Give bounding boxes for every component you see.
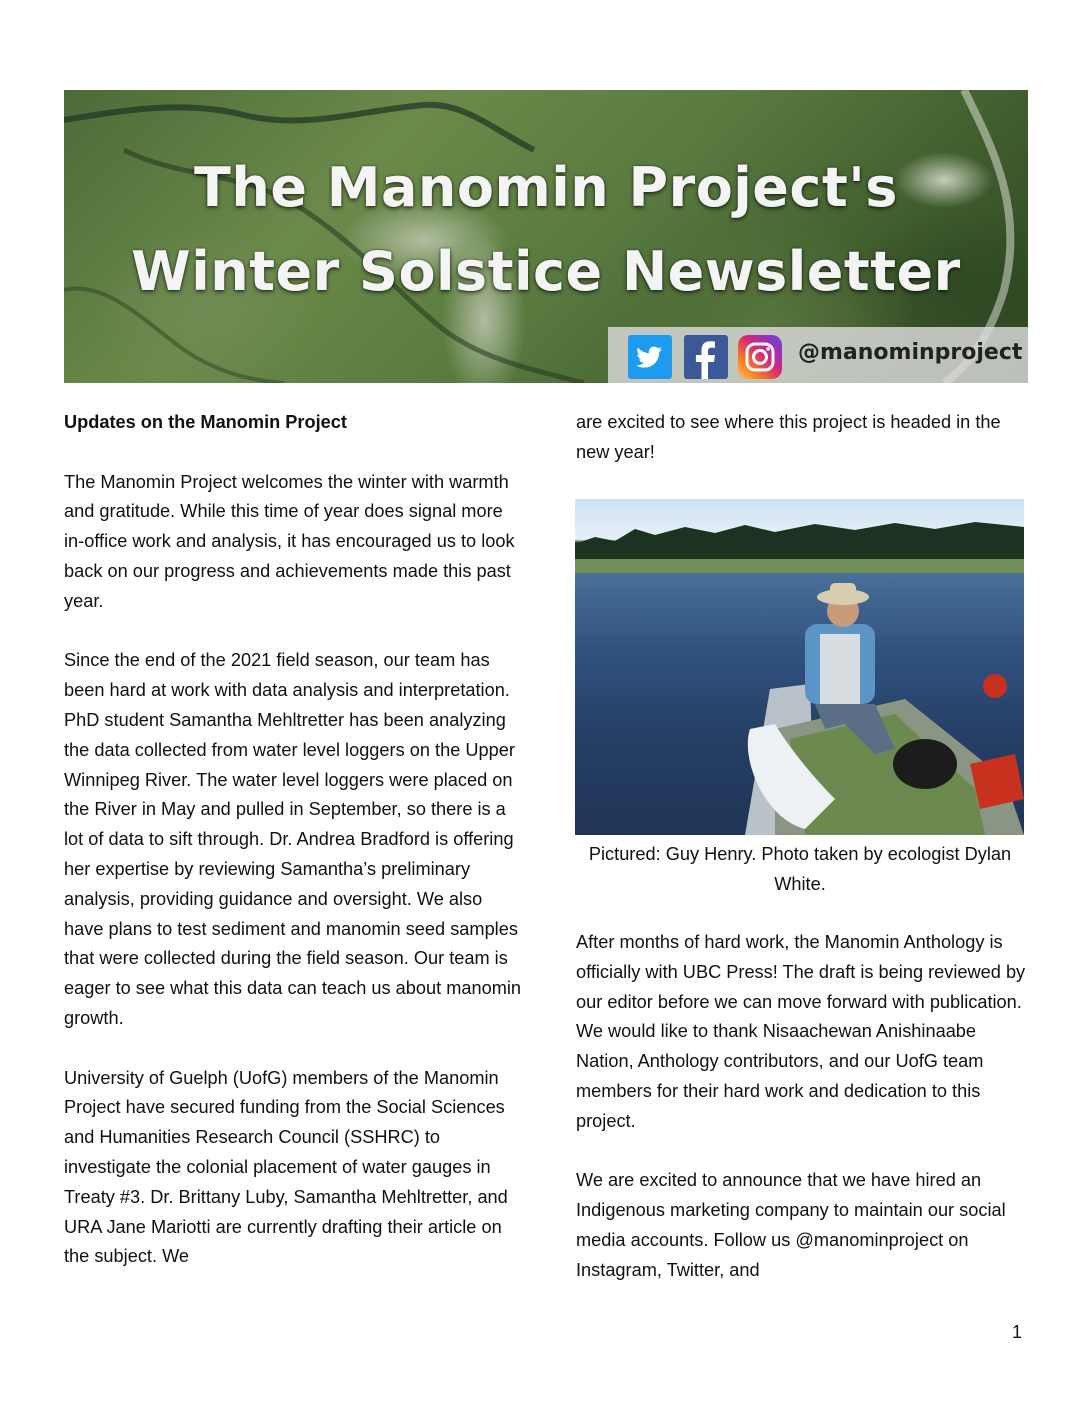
banner-title-line1: The Manomin Project's (194, 156, 898, 219)
page-number: 1 (1012, 1322, 1023, 1342)
newsletter-banner (64, 90, 1028, 383)
photo-caption: Pictured: Guy Henry. Photo taken by ecologist Dylan White. (588, 844, 1012, 894)
facebook-icon[interactable] (684, 335, 728, 379)
banner-title-line2: Winter Solstice Newsletter (131, 240, 961, 303)
right-column-bottom (576, 928, 1032, 1315)
social-bar (608, 327, 1028, 383)
left-column (64, 408, 524, 1302)
instagram-icon[interactable] (738, 335, 782, 379)
section-heading: Updates on the Manomin Project (64, 412, 347, 432)
twitter-icon[interactable] (628, 335, 672, 379)
paragraph-sshrc-funding: University of Guelph (UofG) members of the Manomin Project have secured funding from the Social Sciences and Humanities Research Council (SSHRC) to investigate the colonial placement of water gauges in Treaty #3. Dr. Brittany Luby, Samantha Mehltretter, and URA Jane Mariotti are currently drafting their article on the subject. We (64, 1067, 508, 1267)
right-column-top (576, 408, 1032, 497)
paragraph-continuation: are excited to see where this project is headed in the new year! (576, 412, 1001, 462)
social-handle[interactable]: @manominproject (798, 340, 1023, 365)
paragraph-anthology: After months of hard work, the Manomin Anthology is officially with UBC Press! The draft is being reviewed by our editor before we can move forward with publication. We would like to thank Nisaachewan Anishinaabe Nation, Anthology contributors, and our UofG team members for their hard work and dedication to this project. (576, 932, 1026, 1131)
paragraph-data-analysis: Since the end of the 2021 field season, our team has been hard at work with data analysis and interpretation. PhD student Samantha Mehltretter has been analyzing the data collected from water level loggers on the Upper Winnipeg River. The water level loggers were placed on the River in May and pulled in September, so there is a lot of data to sift through. Dr. Andrea Bradford is offering her expertise by reviewing Samantha’s preliminary analysis, providing guidance and oversight. We also have plans to test sediment and manomin seed samples that were collected during the field season. Our team is eager to see what this data can teach us about manomin growth. (64, 650, 521, 1028)
paragraph-intro: The Manomin Project welcomes the winter with warmth and gratitude. While this time of year does signal more in-office work and analysis, it has encouraged us to look back on our progress and achievements made this past year. (64, 471, 515, 611)
paragraph-marketing: We are excited to announce that we have hired an Indigenous marketing company to maintain our social media accounts. Follow us @manominproject on Instagram, Twitter, and (576, 1170, 1006, 1280)
river-boat-photo (575, 499, 1024, 835)
